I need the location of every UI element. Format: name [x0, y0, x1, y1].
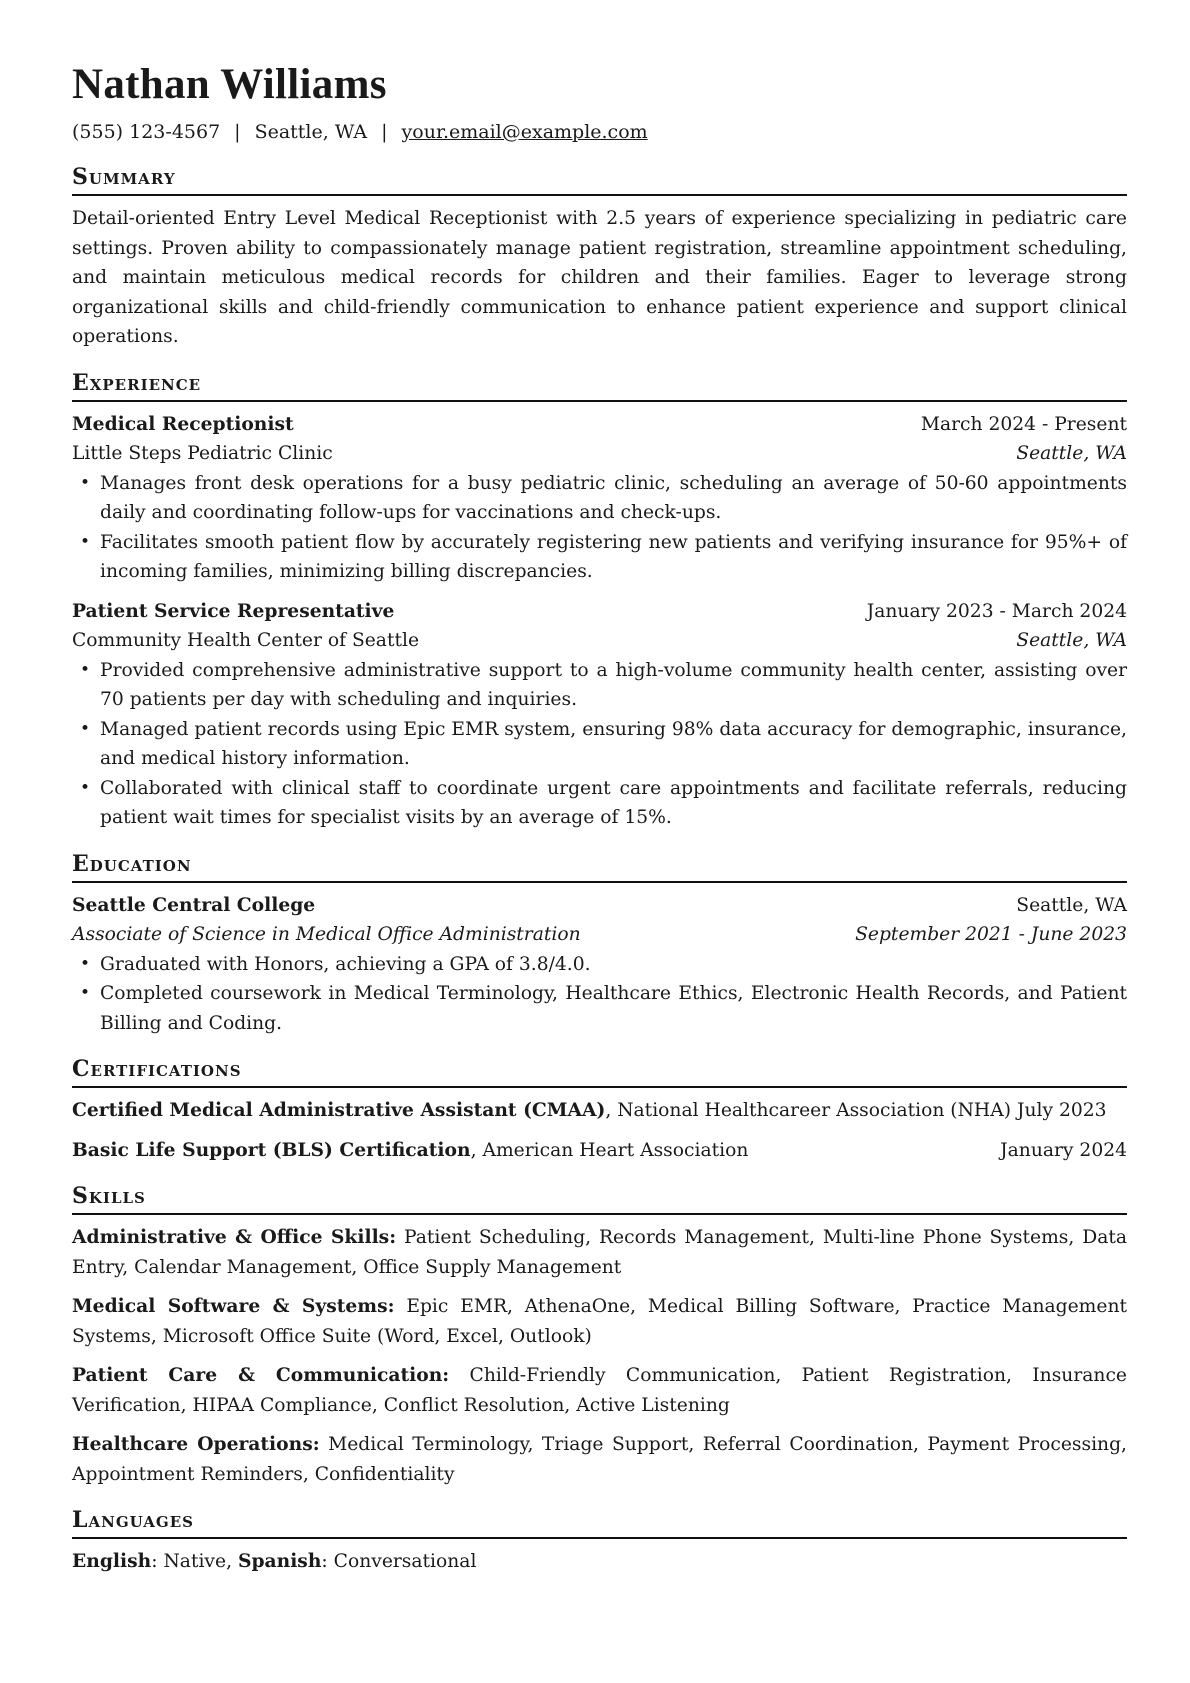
skill-group-label: Administrative & Office Skills: [72, 1226, 397, 1248]
skill-group-items: Medical Terminology, Triage Support, Referral Coordination, Payment Processing, Appointment Reminders, Confidentiality [72, 1434, 1127, 1485]
list-item: • Managed patient records using Epic EMR system, ensuring 98% data accuracy for demographic, insurance, and medical history information. [72, 715, 1127, 774]
job-dates: March 2024 - Present [920, 413, 1127, 435]
skill-group [72, 1223, 1127, 1282]
language-level: Native [163, 1551, 227, 1572]
section-title-certifications: Certifications [72, 1054, 1127, 1088]
job-company: Little Steps Pediatric Clinic [72, 443, 333, 464]
skill-group-label: Medical Software & Systems: [72, 1295, 395, 1317]
summary-text: Detail-oriented Entry Level Medical Receptionist with 2.5 years of experience specializing in pediatric care settings. Proven ability to compassionately manage patient registration, streamline appointment scheduling, and maintain meticulous medical records for children and their families. Eager to leverage strong organizational skills and child-friendly communication to enhance patient experience and support clinical operations. [72, 208, 1127, 347]
contact-line [72, 118, 1127, 146]
education-dates: September 2021 - June 2023 [855, 924, 1127, 945]
section-title-skills: Skills [72, 1181, 1127, 1215]
skill-group [72, 1292, 1127, 1351]
education-bullets [72, 950, 1127, 1039]
skill-group-items: Child-Friendly Communication, Patient Registration, Insurance Verification, HIPAA Compliance, Conflict Resolution, Active Listening [72, 1365, 1127, 1416]
certification-issuer: , American Heart Association [470, 1139, 749, 1161]
language-level: Conversational [333, 1551, 477, 1572]
job-location: Seattle, WA [1016, 630, 1127, 651]
section-title-summary: Summary [72, 162, 1127, 196]
phone-number: (555) 123-4567 [72, 121, 221, 143]
language-name: English [72, 1550, 152, 1572]
skill-group-label: Patient Care & Communication: [72, 1364, 450, 1386]
job-role: Patient Service Representative [72, 599, 395, 622]
list-item: • Completed coursework in Medical Terminology, Healthcare Ethics, Electronic Health Records, and Patient Billing and Coding. [72, 979, 1127, 1038]
candidate-name: Nathan Williams [72, 61, 387, 108]
degree-name: Associate of Science in Medical Office Administration [72, 924, 581, 945]
language-name: Spanish [237, 1550, 322, 1572]
certification-name: Basic Life Support (BLS) Certification [72, 1138, 471, 1161]
job-bullets [72, 469, 1127, 587]
list-item: • Manages front desk operations for a busy pediatric clinic, scheduling an average of 50-60 appointments daily and coordinating follow-ups for vaccinations and check-ups. [72, 469, 1127, 528]
job-bullets [72, 656, 1127, 833]
list-item: • Facilitates smooth patient flow by accurately registering new patients and verifying insurance for 95%+ of incoming families, minimizing billing discrepancies. [72, 528, 1127, 587]
certification-date: January 2024 [1000, 1139, 1127, 1161]
education-subheader [72, 920, 1127, 950]
job-role: Medical Receptionist [72, 412, 294, 435]
job-company: Community Health Center of Seattle [72, 630, 420, 651]
certification-item [72, 1096, 1127, 1126]
contact-separator: | [381, 121, 388, 143]
section-title-experience: Experience [72, 368, 1127, 402]
certification-name: Certified Medical Administrative Assistant (CMAA) [72, 1099, 606, 1121]
email-link[interactable]: your.email@example.com [401, 121, 648, 143]
certification-date: July 2023 [1016, 1100, 1107, 1121]
section-title-languages: Languages [72, 1505, 1127, 1539]
skill-group-label: Healthcare Operations: [72, 1433, 320, 1455]
list-item: • Provided comprehensive administrative support to a high-volume community health center, assisting over 70 patients per day with scheduling and inquiries. [72, 656, 1127, 715]
job-header [72, 410, 1127, 440]
certification-issuer: , National Healthcareer Association (NHA) [605, 1100, 1012, 1121]
job-subheader [72, 439, 1127, 469]
education-header [72, 891, 1127, 921]
list-item: • Collaborated with clinical staff to coordinate urgent care appointments and facilitate referrals, reducing patient wait times for specialist visits by an average of 15%. [72, 774, 1127, 833]
languages-line: English: Native, Spanish: Conversational [72, 1550, 477, 1572]
school-location: Seattle, WA [1016, 894, 1127, 916]
skill-group-items: Patient Scheduling, Records Management, Multi-line Phone Systems, Data Entry, Calendar Management, Office Supply Management [72, 1227, 1127, 1278]
skill-group [72, 1430, 1127, 1489]
contact-separator: | [234, 121, 241, 143]
certification-item [72, 1136, 1127, 1166]
section-title-education: Education [72, 849, 1127, 883]
job-header [72, 597, 1127, 627]
skill-group [72, 1361, 1127, 1420]
school-name: Seattle Central College [72, 893, 316, 916]
job-entry [72, 410, 1127, 587]
skill-group-items: Epic EMR, AthenaOne, Medical Billing Software, Practice Management Systems, Microsoft Office Suite (Word, Excel, Outlook) [72, 1296, 1127, 1347]
list-item: • Graduated with Honors, achieving a GPA of 3.8/4.0. [72, 950, 1127, 980]
job-location: Seattle, WA [1016, 443, 1127, 464]
job-subheader [72, 626, 1127, 656]
resume-content [72, 58, 1127, 1577]
job-entry [72, 597, 1127, 833]
job-dates: January 2023 - March 2024 [866, 600, 1127, 622]
location-text: Seattle, WA [254, 121, 368, 143]
